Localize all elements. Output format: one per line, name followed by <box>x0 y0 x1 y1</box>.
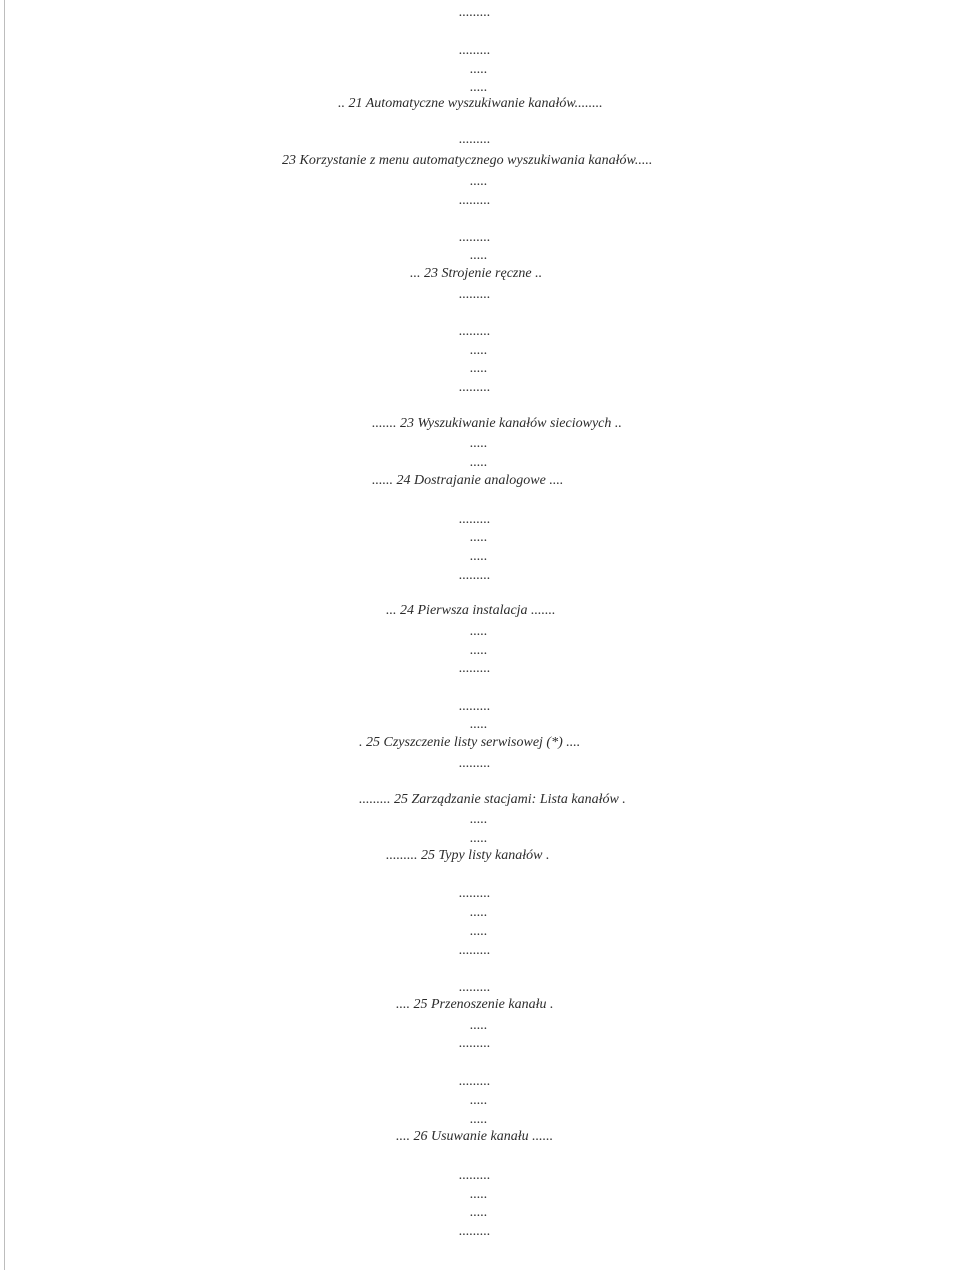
toc-line: ..... <box>470 624 488 639</box>
toc-line: ..... <box>470 549 488 564</box>
toc-entry[interactable]: 23 Korzystanie z menu automatycznego wyszukiwania kanałów..... <box>282 153 653 168</box>
toc-line: ..... <box>470 436 488 451</box>
toc-entry[interactable]: ......... 25 Zarządzanie stacjami: Lista kanałów . <box>359 792 626 807</box>
toc-line: ..... <box>470 1187 488 1202</box>
toc-entry[interactable]: ......... 25 Typy listy kanałów . <box>386 848 550 863</box>
toc-line: ......... <box>459 512 491 527</box>
toc-line: ..... <box>470 831 488 846</box>
toc-line: ..... <box>470 905 488 920</box>
toc-line: ......... <box>459 1074 491 1089</box>
toc-line: ..... <box>470 455 488 470</box>
toc-entry[interactable]: ... 23 Strojenie ręczne .. <box>410 266 543 281</box>
toc-line: ..... <box>470 62 488 77</box>
toc-line: ......... <box>459 756 491 771</box>
toc-line: ......... <box>459 43 491 58</box>
toc-line: ......... <box>459 230 491 245</box>
toc-line: ..... <box>470 174 488 189</box>
toc-line: ..... <box>470 717 488 732</box>
toc-line: ......... <box>459 324 491 339</box>
toc-entry[interactable]: ...... 24 Dostrajanie analogowe .... <box>372 473 564 488</box>
toc-entry[interactable]: .... 25 Przenoszenie kanału . <box>396 997 554 1012</box>
toc-entry[interactable]: ....... 23 Wyszukiwanie kanałów sieciowych .. <box>372 416 622 431</box>
toc-line: ......... <box>459 287 491 302</box>
toc-line: ......... <box>459 132 491 147</box>
toc-entry[interactable]: .. 21 Automatyczne wyszukiwanie kanałów........ <box>338 96 603 111</box>
toc-line: ......... <box>459 699 491 714</box>
toc-line: ......... <box>459 568 491 583</box>
toc-line: ......... <box>459 943 491 958</box>
toc-line: ......... <box>459 5 491 20</box>
toc-line: ..... <box>470 643 488 658</box>
toc-line: ..... <box>470 924 488 939</box>
toc-line: ......... <box>459 1168 491 1183</box>
toc-line: ..... <box>470 1018 488 1033</box>
toc-line: ..... <box>470 812 488 827</box>
toc-line: ......... <box>459 1036 491 1051</box>
toc-line: ......... <box>459 1224 491 1239</box>
toc-line: ..... <box>470 1093 488 1108</box>
toc-line: ......... <box>459 886 491 901</box>
toc-line: ......... <box>459 980 491 995</box>
toc-line: ......... <box>459 661 491 676</box>
toc-line: ......... <box>459 193 491 208</box>
toc-line: ..... <box>470 1112 488 1127</box>
toc-entry[interactable]: .... 26 Usuwanie kanału ...... <box>396 1129 554 1144</box>
toc-entry[interactable]: ... 24 Pierwsza instalacja ....... <box>386 603 556 618</box>
toc-line: ..... <box>470 361 488 376</box>
toc-line: ..... <box>470 343 488 358</box>
toc-line: ..... <box>470 80 488 95</box>
toc-line: ..... <box>470 1205 488 1220</box>
toc-line: ......... <box>459 380 491 395</box>
toc-entry[interactable]: . 25 Czyszczenie listy serwisowej (*) .... <box>359 735 581 750</box>
toc-line: ..... <box>470 248 488 263</box>
toc-line: ..... <box>470 530 488 545</box>
